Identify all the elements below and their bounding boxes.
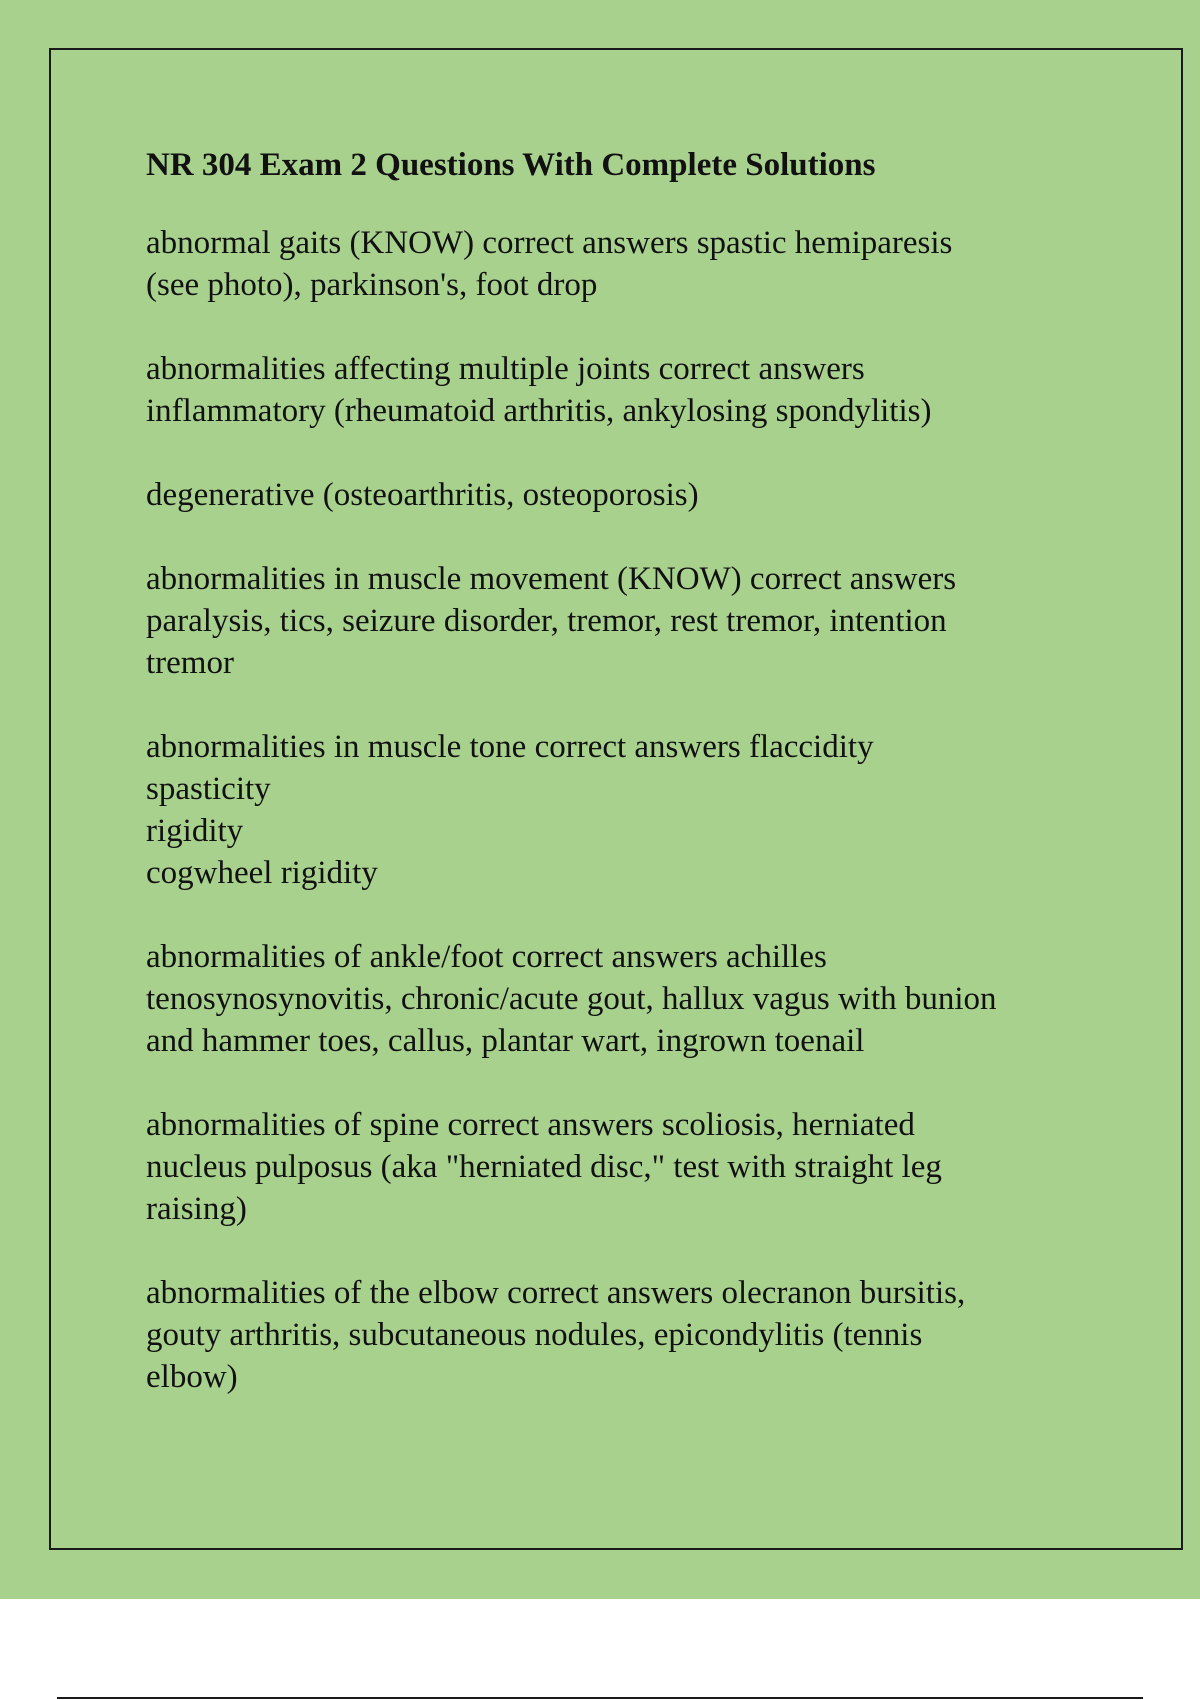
- entry-line: raising): [146, 1191, 247, 1227]
- entry-spine: [146, 1104, 1106, 1230]
- entry-line: spasticity: [146, 771, 271, 807]
- entry-line: elbow): [146, 1359, 238, 1395]
- entry-line: degenerative (osteoarthritis, osteoporosis): [146, 477, 699, 513]
- entry-line: inflammatory (rheumatoid arthritis, ankylosing spondylitis): [146, 393, 932, 429]
- entry-elbow: [146, 1272, 1106, 1398]
- entry-multiple-joints: [146, 348, 1106, 432]
- entry-line: tenosynosynovitis, chronic/acute gout, hallux vagus with bunion: [146, 981, 997, 1017]
- document-title: NR 304 Exam 2 Questions With Complete Solutions: [146, 147, 876, 183]
- entry-line: rigidity: [146, 813, 244, 849]
- entry-muscle-tone: [146, 726, 1106, 894]
- entry-line: nucleus pulposus (aka "herniated disc," test with straight leg: [146, 1149, 942, 1185]
- entry-line: abnormalities of ankle/foot correct answers achilles: [146, 939, 827, 975]
- entry-line: abnormalities of the elbow correct answers olecranon bursitis,: [146, 1275, 966, 1311]
- entry-degenerative: [146, 474, 1106, 516]
- entry-line: cogwheel rigidity: [146, 855, 378, 891]
- entry-muscle-movement: [146, 558, 1106, 684]
- footer-divider: [57, 1697, 1143, 1699]
- entry-ankle-foot: [146, 936, 1106, 1062]
- entry-line: abnormalities affecting multiple joints correct answers: [146, 351, 865, 387]
- entry-line: and hammer toes, callus, plantar wart, ingrown toenail: [146, 1023, 865, 1059]
- entry-line: tremor: [146, 645, 234, 681]
- entry-line: abnormalities in muscle movement (KNOW) correct answers: [146, 561, 957, 597]
- entry-line: abnormal gaits (KNOW) correct answers spastic hemiparesis: [146, 225, 953, 261]
- entry-abnormal-gaits: [146, 222, 1106, 306]
- document-body: [146, 140, 1106, 1440]
- entry-line: abnormalities of spine correct answers scoliosis, herniated: [146, 1107, 915, 1143]
- entry-line: gouty arthritis, subcutaneous nodules, epicondylitis (tennis: [146, 1317, 923, 1353]
- entry-line: paralysis, tics, seizure disorder, tremor, rest tremor, intention: [146, 603, 947, 639]
- entry-line: abnormalities in muscle tone correct answers flaccidity: [146, 729, 874, 765]
- entry-line: (see photo), parkinson's, foot drop: [146, 267, 598, 303]
